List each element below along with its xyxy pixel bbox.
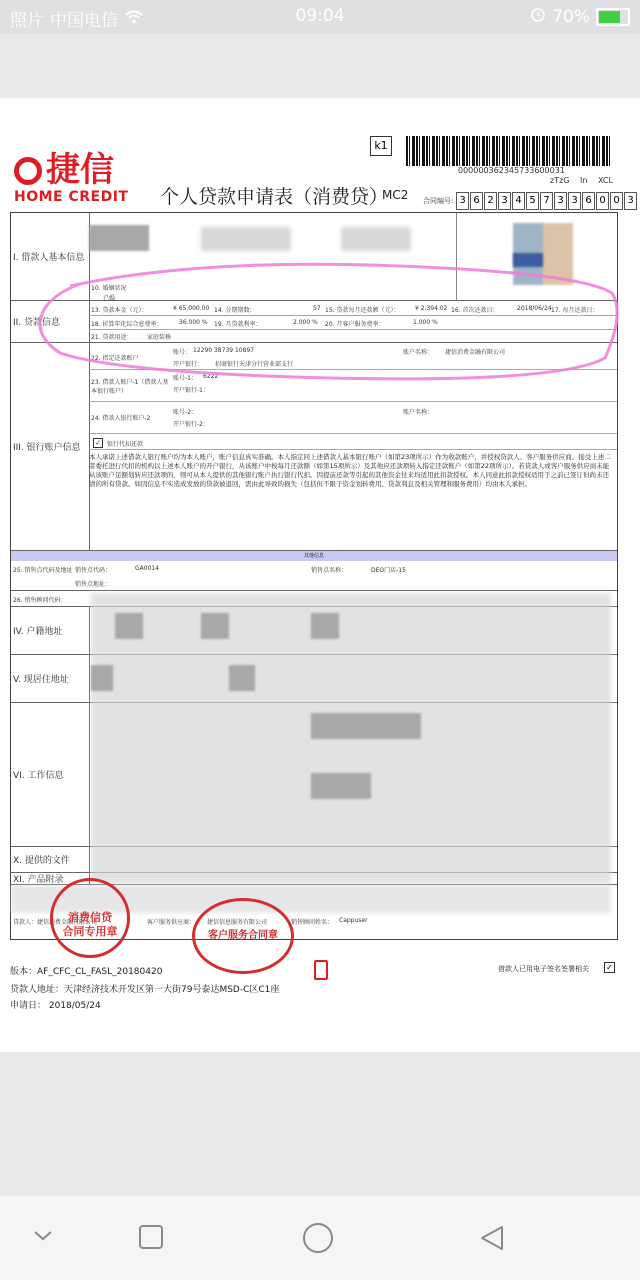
- contract-label: 合同编号:: [423, 197, 454, 205]
- apply-date: 申请日： 2018/05/24: [10, 1001, 101, 1011]
- point-code-value: GA0014: [135, 565, 160, 572]
- contract-digit: 0: [596, 192, 609, 210]
- lender-label: 贷款人：捷信消费金融有限公司: [13, 919, 98, 926]
- marital-value: 已婚: [103, 295, 116, 302]
- consultant-name-value: Cappuser: [339, 917, 368, 924]
- holder-value: 捷信消费金融有限公司: [445, 349, 506, 356]
- provider-value: 捷信信息服务有限公司: [207, 919, 268, 926]
- monthly-rate-value: 2.000 %: [293, 319, 318, 326]
- authorization-paragraph: 本人承诺上述借款人银行账户均为本人账户，账户信息真实准确。本人指定同上述借款人基本银行账户（如第23项所示）作为收款账户，并授权贷款人、客户服务供应商、接受上述二者委托进行代扣的机构以上述本人账户的开户银行，从该账户中按每月还款额（如第15项所示）及其他应还款项转入指定还款账户（如第22项所示）。若贷款人或客户服务供应商未能从该账户足额划转应还款项的，则可从本人提供的其他银行账户执行银行代扣。因提前还款等引起的其他资金往来均适用此扣款授权。本人同意此扣款授权适用于之前已签订但尚未还清的所有贷款。如因信息不实造成发放的贷款被退回，需由此导致的损失（包括但不限于资金划转费用、贷款利息及相关管理和服务费用）均由本人承担。: [89, 453, 611, 488]
- apr-label: 18. 折算年化综合息费率：: [91, 321, 163, 328]
- phone-icon: [314, 960, 328, 980]
- monthly-rate-label: 19. 月贷款利率：: [214, 321, 262, 328]
- contract-digit: 2: [484, 192, 497, 210]
- contract-digit: 4: [512, 192, 525, 210]
- acc1-value: 6222: [203, 373, 219, 380]
- status-bar: [0, 0, 640, 34]
- provider-label: 客户服务供应商：: [147, 919, 196, 926]
- logo-en: HOME CREDIT: [14, 189, 129, 205]
- form-title: 个人贷款申请表（消费贷）: [160, 186, 389, 208]
- holder2-label: 账户名称：: [403, 409, 434, 416]
- navigation-bar: [0, 1196, 640, 1280]
- contract-stamp: 消费信贷 合同专用章: [50, 878, 130, 958]
- point-name-label: 销售点名称：: [311, 567, 348, 574]
- lender-address: 贷款人地址：天津经济技术开发区第一大街79号泰达MSD-C区C1座: [10, 985, 280, 995]
- contract-digit: 7: [540, 192, 553, 210]
- battery-icon: [596, 8, 630, 26]
- bank1-label: 开户银行-1：: [173, 387, 209, 394]
- bank2-label: 开户银行-2：: [173, 421, 209, 428]
- term-value: 57: [313, 305, 321, 312]
- barcode-sub: zTzG In XCL: [550, 176, 613, 185]
- acc2-label: 账号-2：: [173, 409, 197, 416]
- apr-value: 36.000 %: [179, 319, 208, 326]
- principal-value: ¥ 65,000.00: [173, 305, 210, 312]
- account-label: 账号：: [173, 349, 192, 356]
- contract-digit: 5: [526, 192, 539, 210]
- point-code-label: 销售点代码：: [75, 567, 112, 574]
- section-label: V. 现居住地址: [11, 655, 90, 702]
- monthly-value: ¥ 2,394.02: [415, 305, 448, 312]
- section-label: IV. 户籍地址: [11, 607, 90, 654]
- section-label: III. 银行账户信息: [11, 343, 90, 550]
- contract-digit: 3: [624, 192, 637, 210]
- back-chevron-icon[interactable]: [32, 1224, 54, 1250]
- service-value: 1.000 %: [413, 319, 438, 326]
- barcode-number: 000000362345733600031: [458, 166, 565, 175]
- alarm-icon: [530, 6, 546, 27]
- document-image[interactable]: [0, 98, 640, 1052]
- service-label: 20. 月客户服务费率：: [325, 321, 385, 328]
- auto-debit-checkbox[interactable]: ✓: [93, 438, 103, 448]
- consultant-code-label: 26. 销售顾问代码：: [13, 597, 67, 604]
- esign-note: 借款人已用电子签名签署相关: [498, 965, 589, 973]
- section-label: II. 贷款信息: [11, 301, 90, 342]
- purpose-label: 21. 贷款用途：: [91, 334, 133, 341]
- monthly-label: 15. 贷款每月还款额（元）：: [325, 307, 400, 314]
- consultant-name-label: 销售顾问姓名：: [291, 919, 334, 926]
- service-stamp: 客户服务合同章: [192, 898, 294, 974]
- carrier-name: 中国电信: [50, 11, 118, 31]
- holder-label: 账户名称：: [403, 349, 434, 356]
- sales-code-label: 25. 销售点代码及地址: [13, 567, 73, 574]
- first-due-value: 2018/06/24: [517, 305, 552, 312]
- borrower1-label: 23. 借款人账户-1（借款人基本银行账户）: [91, 379, 169, 395]
- monthly-day-label: 17. 每月还款日：: [551, 307, 599, 314]
- contract-digit: 0: [610, 192, 623, 210]
- home-icon[interactable]: [302, 1222, 334, 1258]
- point-name-value: DEO门店-15: [371, 567, 406, 574]
- marital-label: 10. 婚姻状况: [91, 285, 127, 292]
- section-label: X. 提供的文件: [11, 847, 90, 872]
- section-label: VI. 工作信息: [11, 703, 90, 846]
- k1-box: k1: [370, 136, 392, 156]
- auto-debit-label: 银行代扣还款: [107, 441, 144, 448]
- bank-value: 招商银行天津分行营业部支行: [215, 361, 294, 368]
- version-text: 版本：AF_CFC_CL_FASL_20180420: [10, 967, 163, 977]
- repay-account-label: 22. 指定还款账户: [91, 355, 139, 362]
- esign-checkbox[interactable]: ✓: [604, 962, 615, 973]
- bank-label: 开户银行：: [173, 361, 204, 368]
- borrower2-label: 24. 借款人银行账户-2: [91, 415, 151, 422]
- point-addr-label: 销售点地址：: [75, 581, 112, 588]
- purpose-value: 家庭装修: [147, 334, 172, 341]
- term-label: 14. 分期期数：: [214, 307, 256, 314]
- contract-digit: 3: [568, 192, 581, 210]
- clock: 09:04: [295, 6, 345, 26]
- carrier-left: 照片: [10, 11, 44, 31]
- battery-percent: 70%: [552, 6, 590, 27]
- first-due-label: 16. 首次还款日：: [451, 307, 499, 314]
- principal-label: 13. 贷款本金（元）：: [91, 307, 148, 314]
- account-value: 12290 38739 10897: [193, 347, 255, 354]
- other-info-header: 其他信息: [11, 551, 617, 561]
- section-label: XI. 产品附录: [11, 873, 90, 884]
- contract-digit: 3: [498, 192, 511, 210]
- logo-cn: 捷信: [46, 150, 114, 190]
- back-triangle-icon[interactable]: [478, 1224, 506, 1256]
- section-label: I. 借款人基本信息: [11, 213, 90, 300]
- acc1-label: 账号-1：: [173, 375, 197, 382]
- form-code: MC2: [382, 188, 409, 202]
- recent-apps-icon[interactable]: [138, 1224, 164, 1254]
- contract-digit: 6: [470, 192, 483, 210]
- contract-digit: 3: [456, 192, 469, 210]
- contract-digit: 3: [554, 192, 567, 210]
- contract-digit: 6: [582, 192, 595, 210]
